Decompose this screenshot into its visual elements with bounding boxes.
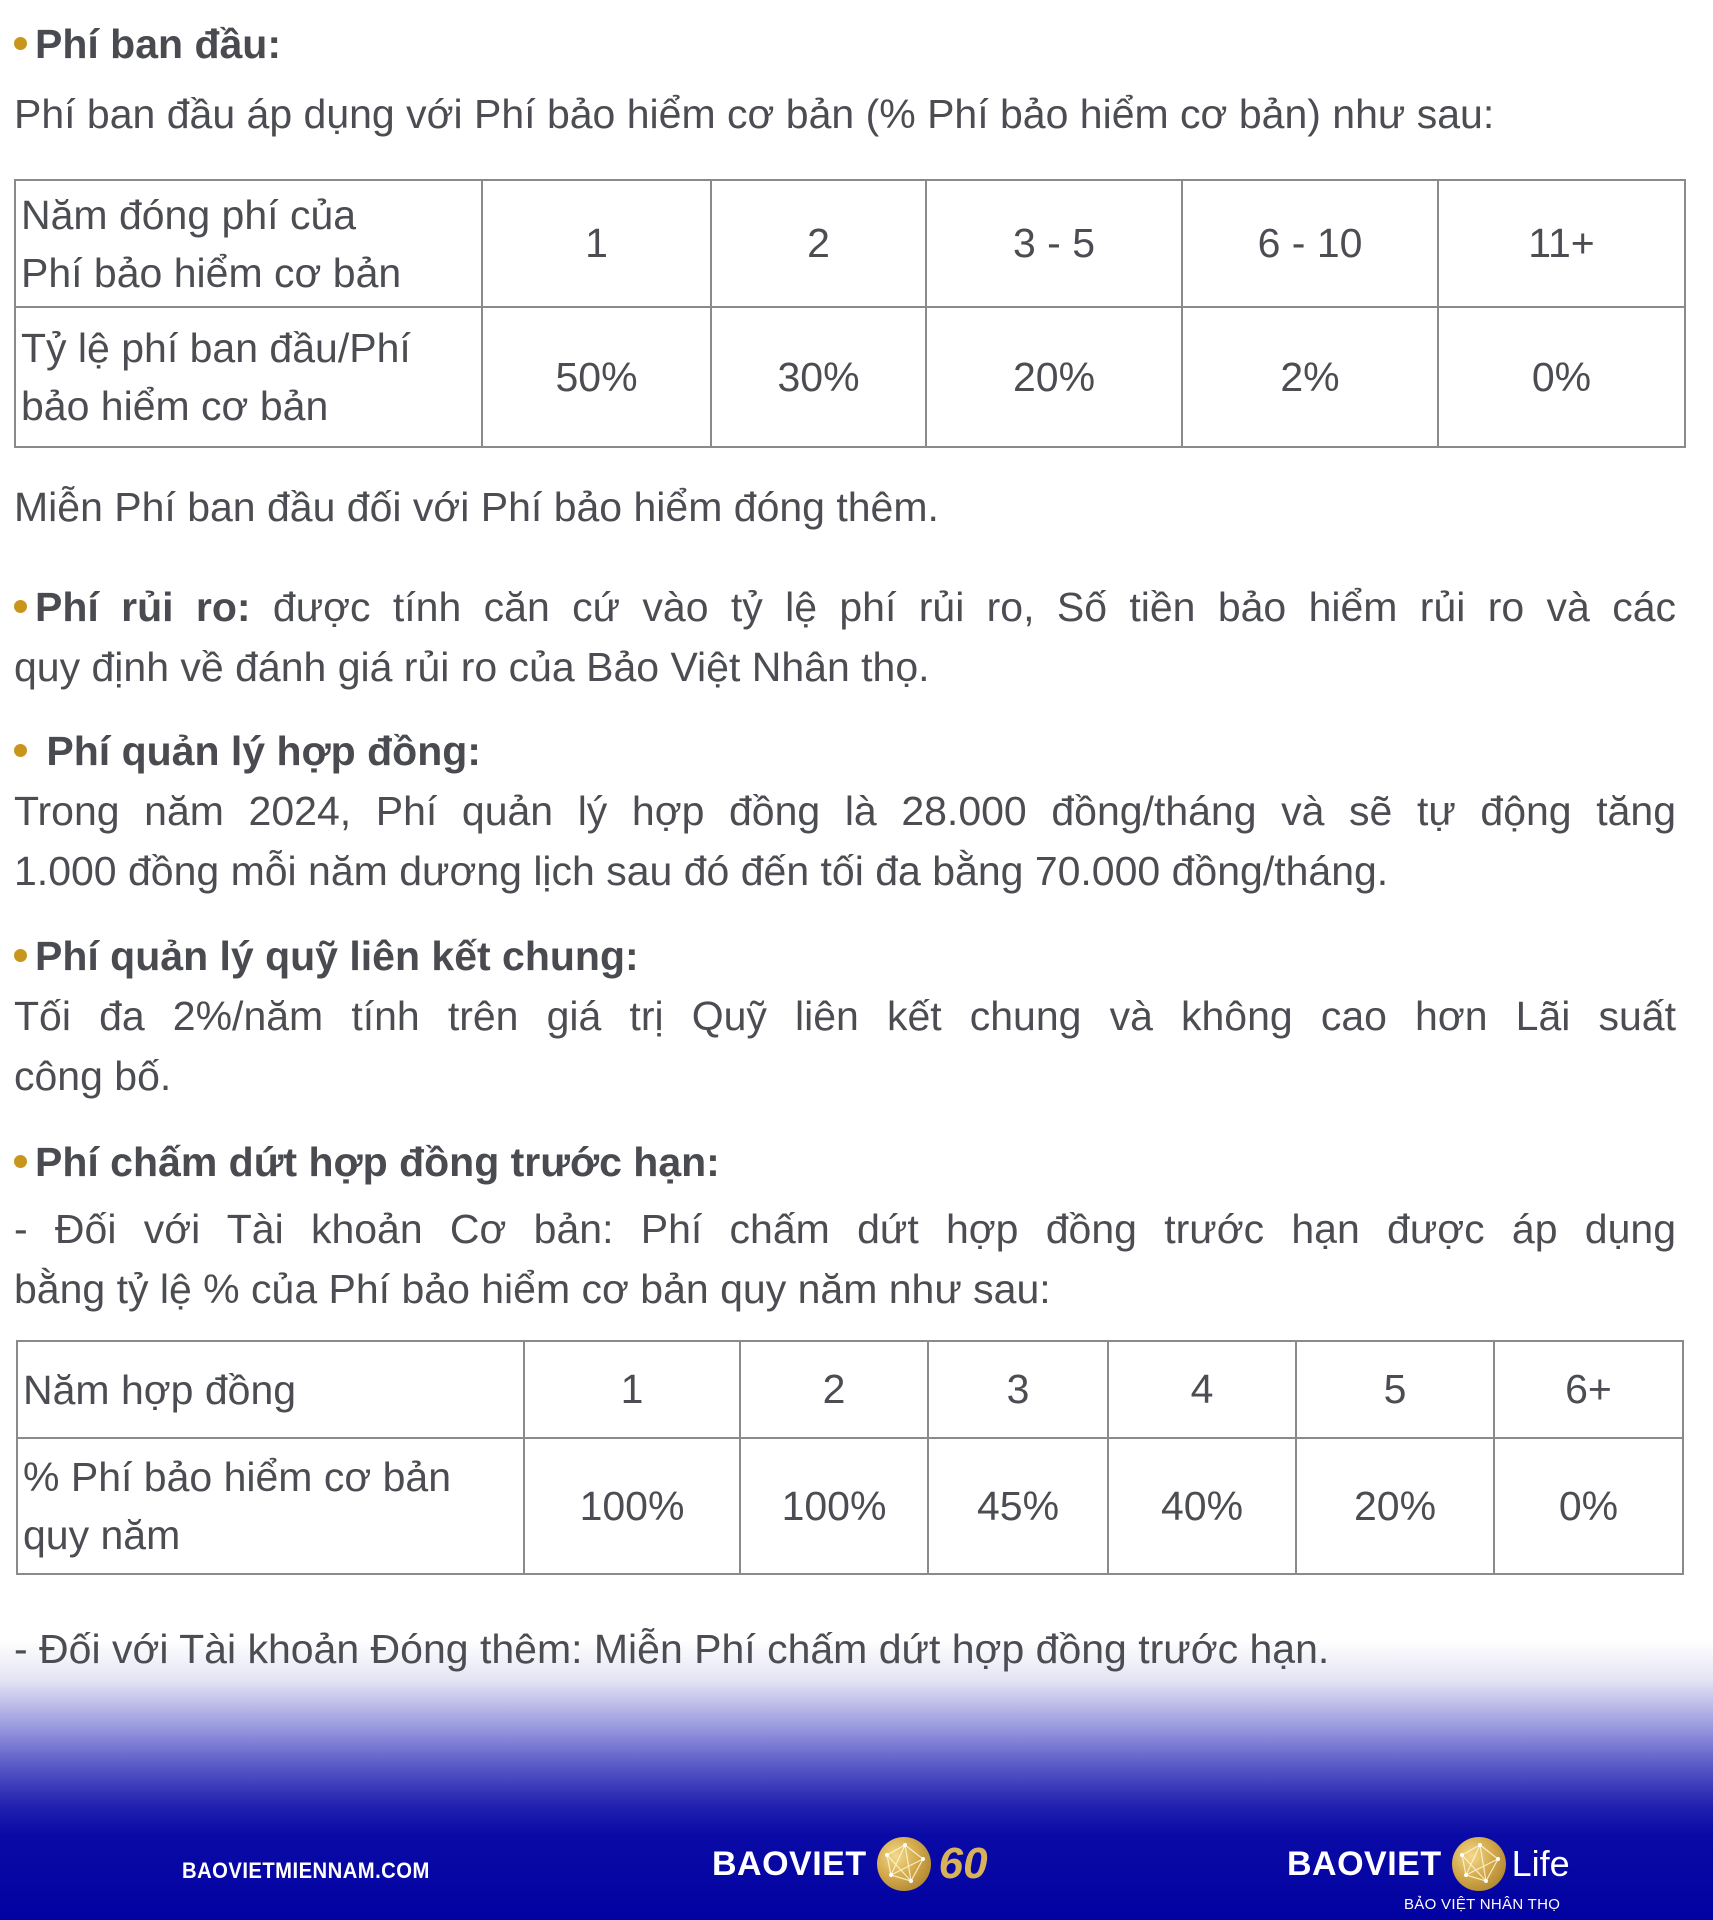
paragraph-line: công bố.	[14, 1053, 172, 1099]
contract-admin-fee-paragraph	[14, 781, 1676, 901]
bullet-icon	[14, 37, 27, 50]
logo-baoviet-60	[712, 1836, 988, 1892]
section-heading-contract-admin-fee	[14, 725, 481, 777]
table-row	[17, 1438, 1683, 1574]
table-header-label	[15, 180, 482, 307]
heading-text: Phí quản lý hợp đồng:	[46, 728, 481, 774]
surrender-fee-table	[16, 1340, 1684, 1575]
globe-logo-icon	[1452, 1837, 1506, 1891]
paragraph-line: Tối đa 2%/năm tính trên giá trị Quỹ liên kết chung và không cao hơn Lãi suất	[14, 993, 1676, 1039]
section-heading-surrender-fee	[14, 1136, 720, 1188]
paragraph-line: Trong năm 2024, Phí quản lý hợp đồng là 28.000 đồng/tháng và sẽ tự động tăng	[14, 788, 1676, 834]
table-cell: 11+	[1438, 180, 1685, 307]
globe-logo-icon	[877, 1837, 931, 1891]
logo-caption: BẢO VIỆT NHÂN THỌ	[1404, 1896, 1561, 1913]
table-cell: 45%	[928, 1438, 1108, 1574]
label-line: Phí bảo hiểm cơ bản	[21, 249, 402, 296]
section-heading-initial-fee	[14, 18, 281, 70]
logo-wordmark: BAOVIET	[1287, 1844, 1442, 1883]
label-line: bảo hiểm cơ bản	[21, 383, 329, 429]
label-line: Tỷ lệ phí ban đầu/Phí	[21, 325, 411, 371]
table-cell: 0%	[1438, 307, 1685, 447]
fund-mgmt-fee-paragraph	[14, 986, 1676, 1106]
logo-wordmark: BAOVIET	[712, 1844, 867, 1883]
table-cell: 4	[1108, 1341, 1296, 1438]
table-cell: 30%	[711, 307, 926, 447]
anniversary-number: 60	[938, 1839, 988, 1888]
table-row-label	[15, 307, 482, 447]
table-cell: 1	[524, 1341, 740, 1438]
label-line: Năm đóng phí của	[21, 191, 357, 238]
heading-text: Phí chấm dứt hợp đồng trước hạn:	[35, 1139, 720, 1185]
table-cell: 6+	[1494, 1341, 1683, 1438]
table-cell: 50%	[482, 307, 711, 447]
table-cell: 1	[482, 180, 711, 307]
table-row-label	[17, 1438, 524, 1574]
risk-fee-heading: Phí rủi ro:	[35, 584, 251, 630]
logo-baoviet-life	[1287, 1836, 1570, 1892]
table-cell: 20%	[926, 307, 1182, 447]
table-row	[15, 307, 1685, 447]
table-cell: 40%	[1108, 1438, 1296, 1574]
table-row	[15, 180, 1685, 307]
paragraph-line: - Đối với Tài khoản Cơ bản: Phí chấm dứt hợp đồng trước hạn được áp dụng	[14, 1206, 1676, 1252]
table-cell: 20%	[1296, 1438, 1494, 1574]
label-line: quy năm	[23, 1512, 181, 1558]
risk-fee-paragraph	[14, 577, 1676, 697]
table-cell: 2%	[1182, 307, 1438, 447]
website-link[interactable]: BAOVIETMIENNAM.COM	[182, 1858, 430, 1883]
table-cell: 3	[928, 1341, 1108, 1438]
surrender-fee-paragraph	[14, 1199, 1676, 1319]
bullet-icon	[14, 744, 27, 757]
paragraph-line: bằng tỷ lệ % của Phí bảo hiểm cơ bản quy năm như sau:	[14, 1266, 1051, 1312]
bullet-icon	[14, 1155, 27, 1168]
table-cell: 2	[740, 1341, 928, 1438]
heading-text: Phí ban đầu:	[35, 21, 281, 67]
risk-fee-line-2: quy định về đánh giá rủi ro của Bảo Việt Nhân thọ.	[14, 644, 930, 690]
label-line: % Phí bảo hiểm cơ bản	[23, 1454, 452, 1500]
bullet-icon	[14, 600, 27, 613]
initial-fee-table	[14, 179, 1686, 448]
risk-fee-line-1	[14, 577, 1676, 637]
table-cell: 100%	[740, 1438, 928, 1574]
table-cell: 100%	[524, 1438, 740, 1574]
heading-text: Phí quản lý quỹ liên kết chung:	[35, 933, 639, 979]
table-cell: 5	[1296, 1341, 1494, 1438]
section-heading-fund-mgmt-fee	[14, 930, 639, 982]
table-header-label: Năm hợp đồng	[17, 1341, 524, 1438]
table-cell: 0%	[1494, 1438, 1683, 1574]
table-cell: 2	[711, 180, 926, 307]
table-cell: 6 - 10	[1182, 180, 1438, 307]
risk-fee-text: được tính căn cứ vào tỷ lệ phí rủi ro, Số tiền bảo hiểm rủi ro và các	[250, 584, 1677, 630]
surrender-fee-note: - Đối với Tài khoản Đóng thêm: Miễn Phí chấm dứt hợp đồng trước hạn.	[14, 1626, 1330, 1672]
table-cell: 3 - 5	[926, 180, 1182, 307]
paragraph-line: 1.000 đồng mỗi năm dương lịch sau đó đến tối đa bằng 70.000 đồng/tháng.	[14, 848, 1389, 894]
table-row	[17, 1341, 1683, 1438]
initial-fee-intro: Phí ban đầu áp dụng với Phí bảo hiểm cơ bản (% Phí bảo hiểm cơ bản) như sau:	[14, 91, 1495, 137]
initial-fee-note: Miễn Phí ban đầu đối với Phí bảo hiểm đóng thêm.	[14, 484, 939, 530]
bullet-icon	[14, 949, 27, 962]
logo-life-word: Life	[1511, 1843, 1570, 1884]
